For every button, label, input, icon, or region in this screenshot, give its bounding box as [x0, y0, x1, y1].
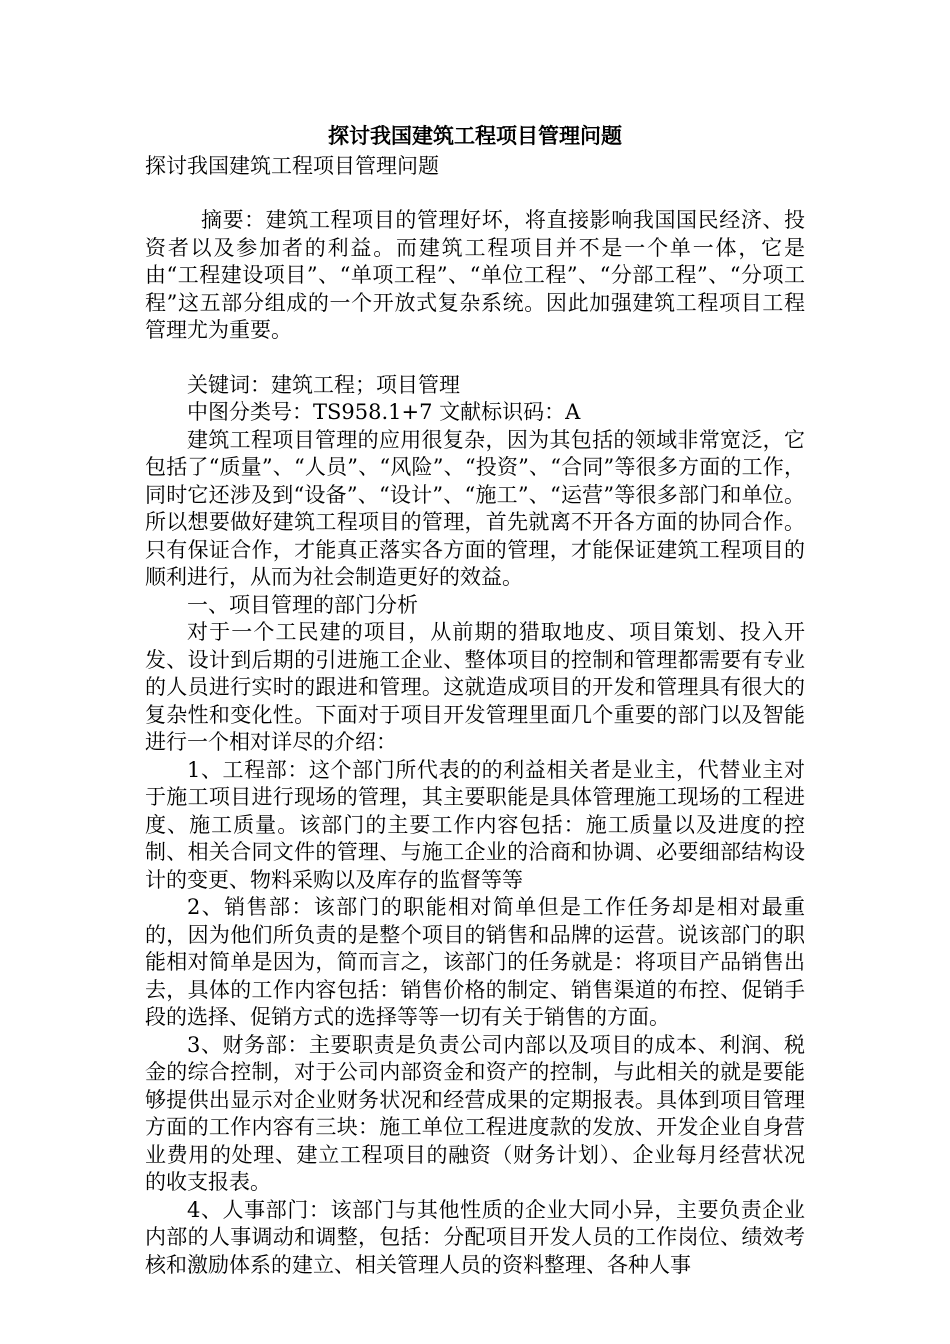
section-intro-paragraph: 对于一个工民建的项目，从前期的猎取地皮、项目策划、投入开发、设计到后期的引进施工企业、整体项目的控制和管理都需要有专业的人员进行实时的跟进和管理。这就造成项目的开发和管理具有很大的复杂性和变化性。下面对于项目开发管理里面几个重要的部门以及智能进行一个相对详尽的介绍： [145, 620, 805, 754]
keywords-block [145, 372, 805, 427]
document-title: 探讨我国建筑工程项目管理问题 [328, 124, 622, 148]
classification-line: 中图分类号：TS958.1+7 文献标识码：A [187, 400, 581, 424]
list-item-finance: 3、财务部：主要职责是负责公司内部以及项目的成本、利润、税金的综合控制，对于公司内部资金和资产的控制，与此相关的就是要能够提供出显示对企业财务状况和经营成果的定期报表。具体到项目管理方面的工作内容有三块：施工单位工程进度款的发放、开发企业自身营业费用的处理、建立工程项目的融资（财务计划）、企业每月经营状况的收支报表。 [145, 1032, 805, 1194]
document-subtitle: 探讨我国建筑工程项目管理问题 [145, 154, 439, 178]
document-page [145, 120, 805, 1279]
list-item-engineering: 1、工程部：这个部门所代表的的利益相关者是业主，代替业主对于施工项目进行现场的管理，其主要职能是具体管理施工现场的工程进度、施工质量。该部门的主要工作内容包括：施工质量以及进度的控制、相关合同文件的管理、与施工企业的洽商和协调、必要细部结构设计的变更、物料采购以及库存的监督等等 [145, 757, 805, 892]
list-item-sales: 2、销售部：该部门的职能相对简单但是工作任务却是相对最重的，因为他们所负责的是整个项目的销售和品牌的运营。说该部门的职能相对简单是因为，简而言之，该部门的任务就是：将项目产品销售出去，具体的工作内容包括：销售价格的制定、销售渠道的布控、促销手段的选择、促销方式的选择等等一切有关于销售的方面。 [145, 895, 805, 1029]
section-heading-1: 一、项目管理的部门分析 [187, 592, 418, 617]
list-item-hr: 4、人事部门：该部门与其他性质的企业大同小异，主要负责企业内部的人事调动和调整，包括：分配项目开发人员的工作岗位、绩效考核和激励体系的建立、相关管理人员的资料整理、各种人事 [145, 1197, 805, 1277]
keywords-line: 关键词：建筑工程；项目管理 [187, 372, 460, 397]
abstract-paragraph: 摘要：建筑工程项目的管理好坏，将直接影响我国国民经济、投资者以及参加者的利益。而建筑工程项目并不是一个单一体，它是由“工程建设项目”、“单项工程”、“单位工程”、“分部工程”、“分项工程”这五部分组成的一个开放式复杂系统。因此加强建筑工程项目工程管理尤为重要。 [145, 208, 805, 342]
intro-paragraph: 建筑工程项目管理的应用很复杂，因为其包括的领域非常宽泛，它包括了“质量”、“人员”、“风险”、“投资”、“合同”等很多方面的工作，同时它还涉及到“设备”、“设计”、“施工”、“运营”等很多部门和单位。所以想要做好建筑工程项目的管理，首先就离不开各方面的协同合作。只有保证合作，才能真正落实各方面的管理，才能保证建筑工程项目的顺利进行，从而为社会制造更好的效益。 [145, 427, 805, 589]
